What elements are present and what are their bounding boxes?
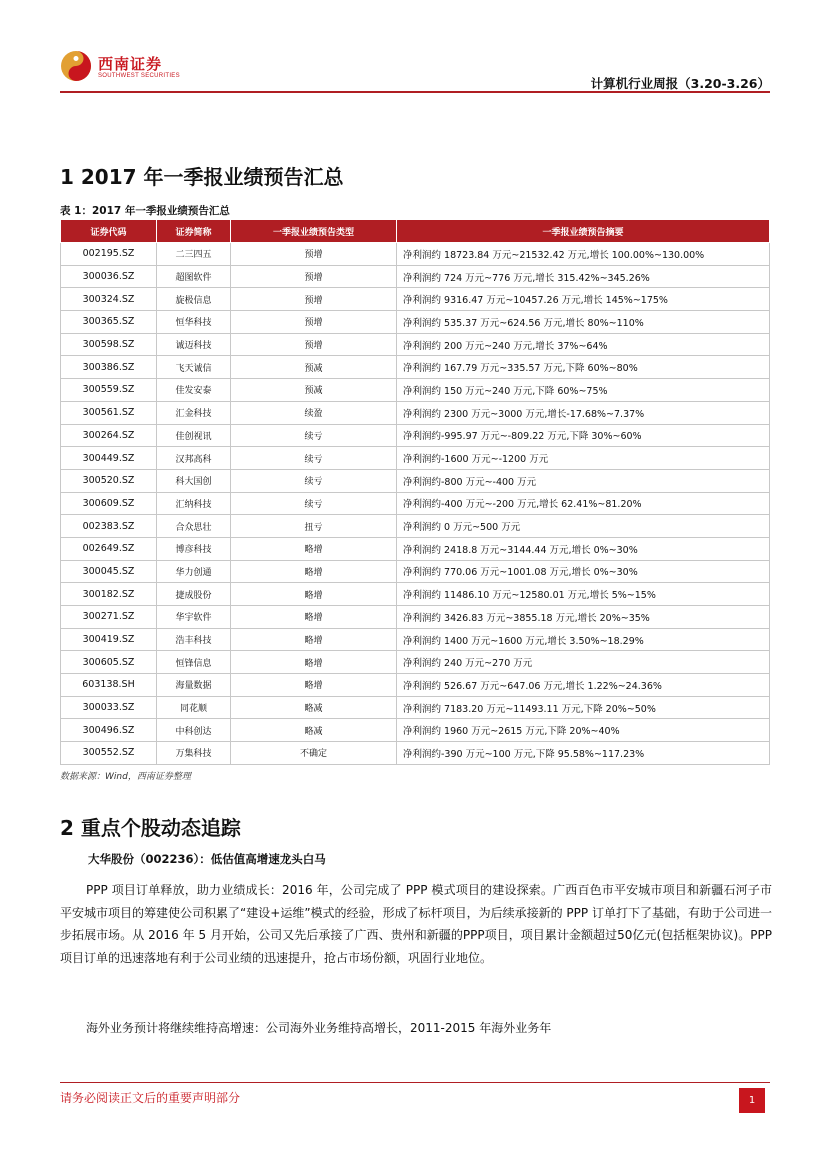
table-row [61, 492, 770, 515]
footer-divider [60, 1082, 770, 1083]
cell-name: 汇纳科技 [157, 492, 231, 515]
cell-summary: 净利润约 18723.84 万元~21532.42 万元,增长 100.00%~130.00% [397, 243, 770, 266]
cell-type: 略增 [231, 674, 397, 697]
cell-name: 飞天诚信 [157, 356, 231, 379]
table-row [61, 696, 770, 719]
cell-summary: 净利润约-1600 万元~-1200 万元 [397, 447, 770, 470]
cell-code: 300552.SZ [61, 742, 157, 765]
table-row [61, 356, 770, 379]
cell-type: 不确定 [231, 742, 397, 765]
cell-summary: 净利润约 535.37 万元~624.56 万元,增长 80%~110% [397, 311, 770, 334]
cell-code: 300182.SZ [61, 583, 157, 606]
cell-code: 300496.SZ [61, 719, 157, 742]
cell-code: 300271.SZ [61, 606, 157, 629]
cell-summary: 净利润约 724 万元~776 万元,增长 315.42%~345.26% [397, 265, 770, 288]
cell-code: 300561.SZ [61, 401, 157, 424]
report-title: 计算机行业周报（3.20-3.26） [590, 76, 770, 91]
cell-summary: 净利润约 150 万元~240 万元,下降 60%~75% [397, 379, 770, 402]
table-row [61, 560, 770, 583]
table-row [61, 583, 770, 606]
table-caption: 表 1：2017 年一季报业绩预告汇总 [60, 205, 230, 217]
table-header-row [61, 220, 770, 243]
page-number: 1 [739, 1088, 765, 1113]
section-1-title: 1 2017 年一季报业绩预告汇总 [60, 165, 344, 189]
column-header-summary: 一季报业绩预告摘要 [397, 220, 770, 243]
table-row [61, 333, 770, 356]
cell-name: 捷成股份 [157, 583, 231, 606]
cell-name: 同花顺 [157, 696, 231, 719]
cell-type: 续盈 [231, 401, 397, 424]
cell-code: 300419.SZ [61, 628, 157, 651]
cell-summary: 净利润约 240 万元~270 万元 [397, 651, 770, 674]
cell-name: 汉邦高科 [157, 447, 231, 470]
paragraph-overseas: 海外业务预计将继续维持高增速：公司海外业务维持高增长，2011-2015 年海外业务年 [86, 1021, 552, 1035]
column-header-code: 证券代码 [61, 220, 157, 243]
cell-name: 浩丰科技 [157, 628, 231, 651]
cell-name: 海量数据 [157, 674, 231, 697]
cell-code: 300559.SZ [61, 379, 157, 402]
cell-name: 汇金科技 [157, 401, 231, 424]
cell-code: 300324.SZ [61, 288, 157, 311]
cell-summary: 净利润约 2300 万元~3000 万元,增长-17.68%~7.37% [397, 401, 770, 424]
cell-type: 预增 [231, 265, 397, 288]
table-row [61, 537, 770, 560]
cell-type: 略增 [231, 583, 397, 606]
cell-type: 续亏 [231, 424, 397, 447]
cell-code: 300449.SZ [61, 447, 157, 470]
table-row [61, 515, 770, 538]
stock-heading: 大华股份（002236）：低估值高增速龙头白马 [88, 852, 326, 866]
cell-name: 恒华科技 [157, 311, 231, 334]
cell-name: 万集科技 [157, 742, 231, 765]
cell-code: 300033.SZ [61, 696, 157, 719]
table-row [61, 424, 770, 447]
cell-summary: 净利润约 11486.10 万元~12580.01 万元,增长 5%~15% [397, 583, 770, 606]
cell-code: 002195.SZ [61, 243, 157, 266]
cell-code: 002649.SZ [61, 537, 157, 560]
cell-code: 300045.SZ [61, 560, 157, 583]
cell-summary: 净利润约 0 万元~500 万元 [397, 515, 770, 538]
cell-summary: 净利润约 3426.83 万元~3855.18 万元,增长 20%~35% [397, 606, 770, 629]
cell-type: 扭亏 [231, 515, 397, 538]
cell-type: 预增 [231, 311, 397, 334]
cell-type: 预减 [231, 379, 397, 402]
cell-type: 略增 [231, 560, 397, 583]
cell-summary: 净利润约 200 万元~240 万元,增长 37%~64% [397, 333, 770, 356]
cell-code: 002383.SZ [61, 515, 157, 538]
cell-summary: 净利润约 2418.8 万元~3144.44 万元,增长 0%~30% [397, 537, 770, 560]
cell-summary: 净利润约 7183.20 万元~11493.11 万元,下降 20%~50% [397, 696, 770, 719]
cell-type: 略减 [231, 719, 397, 742]
cell-type: 预减 [231, 356, 397, 379]
cell-name: 诚迈科技 [157, 333, 231, 356]
earnings-forecast-table [60, 219, 770, 765]
cell-code: 300365.SZ [61, 311, 157, 334]
cell-name: 科大国创 [157, 469, 231, 492]
cell-name: 合众思壮 [157, 515, 231, 538]
cell-code: 300036.SZ [61, 265, 157, 288]
cell-code: 300264.SZ [61, 424, 157, 447]
cell-type: 预增 [231, 243, 397, 266]
cell-name: 超图软件 [157, 265, 231, 288]
table-source-note: 数据来源：Wind，西南证券整理 [60, 772, 191, 782]
header-divider [60, 91, 770, 93]
table-row [61, 311, 770, 334]
cell-name: 佳发安泰 [157, 379, 231, 402]
cell-summary: 净利润约 1960 万元~2615 万元,下降 20%~40% [397, 719, 770, 742]
cell-type: 预增 [231, 333, 397, 356]
cell-type: 预增 [231, 288, 397, 311]
table-row [61, 742, 770, 765]
cell-name: 华力创通 [157, 560, 231, 583]
cell-name: 恒锋信息 [157, 651, 231, 674]
cell-summary: 净利润约-390 万元~100 万元,下降 95.58%~117.23% [397, 742, 770, 765]
cell-summary: 净利润约 526.67 万元~647.06 万元,增长 1.22%~24.36% [397, 674, 770, 697]
page-header [60, 44, 770, 94]
table-row [61, 469, 770, 492]
cell-type: 续亏 [231, 447, 397, 470]
table-row [61, 447, 770, 470]
cell-code: 300609.SZ [61, 492, 157, 515]
cell-name: 旋极信息 [157, 288, 231, 311]
logo-chinese-name: 西南证券 [98, 55, 163, 73]
column-header-type: 一季报业绩预告类型 [231, 220, 397, 243]
cell-summary: 净利润约-800 万元~-400 万元 [397, 469, 770, 492]
cell-summary: 净利润约 1400 万元~1600 万元,增长 3.50%~18.29% [397, 628, 770, 651]
cell-name: 华宇软件 [157, 606, 231, 629]
cell-type: 略增 [231, 651, 397, 674]
cell-code: 300520.SZ [61, 469, 157, 492]
cell-summary: 净利润约 770.06 万元~1001.08 万元,增长 0%~30% [397, 560, 770, 583]
cell-type: 略增 [231, 606, 397, 629]
cell-type: 略减 [231, 696, 397, 719]
table-row [61, 674, 770, 697]
cell-type: 续亏 [231, 492, 397, 515]
logo-emblem-icon [60, 50, 92, 82]
cell-summary: 净利润约-995.97 万元~-809.22 万元,下降 30%~60% [397, 424, 770, 447]
table-row [61, 628, 770, 651]
table-row [61, 243, 770, 266]
table-row [61, 379, 770, 402]
table-row [61, 651, 770, 674]
cell-code: 300598.SZ [61, 333, 157, 356]
cell-name: 中科创达 [157, 719, 231, 742]
company-logo [60, 50, 200, 84]
cell-code: 300386.SZ [61, 356, 157, 379]
table-row [61, 606, 770, 629]
cell-name: 博彦科技 [157, 537, 231, 560]
table-row [61, 719, 770, 742]
cell-type: 略增 [231, 628, 397, 651]
table-row [61, 401, 770, 424]
table-row [61, 288, 770, 311]
cell-name: 二三四五 [157, 243, 231, 266]
cell-summary: 净利润约-400 万元~-200 万元,增长 62.41%~81.20% [397, 492, 770, 515]
cell-summary: 净利润约 167.79 万元~335.57 万元,下降 60%~80% [397, 356, 770, 379]
section-2-title: 2 重点个股动态追踪 [60, 816, 241, 840]
cell-name: 佳创视讯 [157, 424, 231, 447]
cell-summary: 净利润约 9316.47 万元~10457.26 万元,增长 145%~175% [397, 288, 770, 311]
footer-disclaimer: 请务必阅读正文后的重要声明部分 [60, 1091, 241, 1105]
cell-type: 续亏 [231, 469, 397, 492]
paragraph-ppp: PPP 项目订单释放，助力业绩成长：2016 年，公司完成了 PPP 模式项目的建设探索。广西百色市平安城市项目和新疆石河子市平安城市项目的筹建使公司积累了“建设+运维”模式的经验，形成了标杆项目，为后续承接新的 PPP 订单打下了基础，有助于公司进一步拓展市场。从 2016 年 5 月开始，公司又先后承接了广西、贵州和新疆的PPP项目，项目累计金额超过50亿元(包括框架协议)。PPP项目订单的迅速落地有利于公司业绩的迅速提升，抢占市场份额，巩固行业地位。 [60, 883, 772, 965]
cell-code: 300605.SZ [61, 651, 157, 674]
table-row [61, 265, 770, 288]
logo-english-name: SOUTHWEST SECURITIES [98, 73, 180, 79]
cell-type: 略增 [231, 537, 397, 560]
cell-code: 603138.SH [61, 674, 157, 697]
column-header-name: 证券简称 [157, 220, 231, 243]
table-body [61, 243, 770, 765]
